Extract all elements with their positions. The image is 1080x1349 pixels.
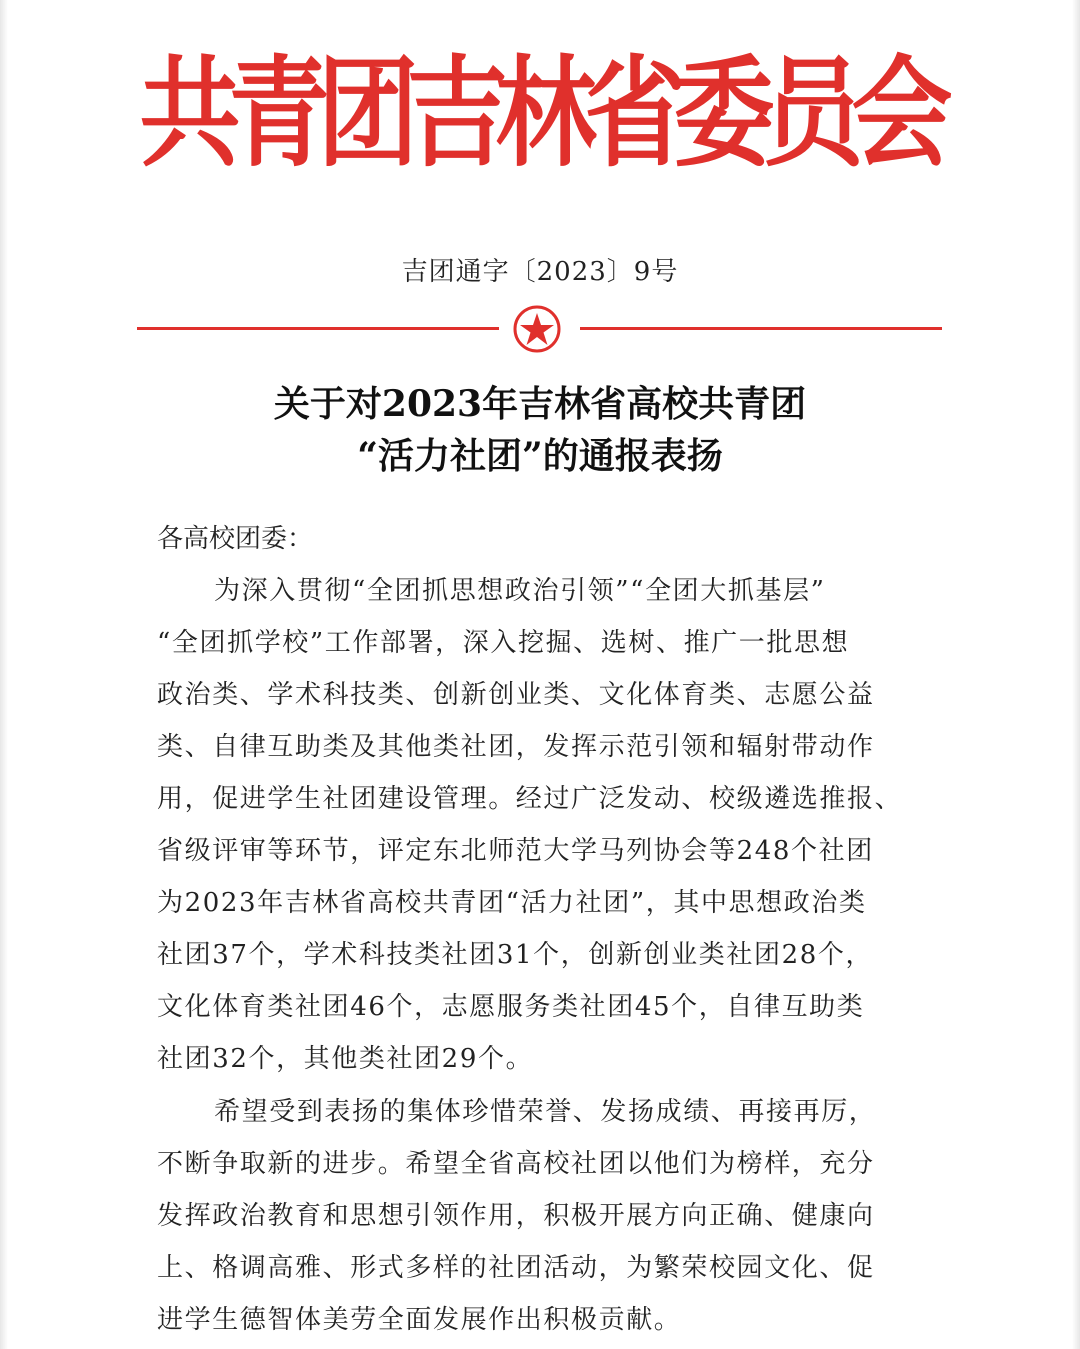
org-letterhead-title: 共青团吉林省委员会	[139, 42, 941, 183]
page-edge-left	[0, 0, 8, 1349]
paragraph-line: 发挥政治教育和思想引领作用，积极开展方向正确、健康向	[157, 1201, 875, 1231]
paragraph-line: 用，促进学生社团建设管理。经过广泛发动、校级遴选推报、	[157, 784, 903, 814]
page-edge-right	[1072, 0, 1080, 1349]
red-divider-left	[137, 327, 499, 330]
paragraph-line: 为深入贯彻“全团抓思想政治引领”“全团大抓基层”	[214, 576, 826, 606]
red-divider-right	[580, 327, 942, 330]
paragraph-line: 为2023年吉林省高校共青团“活力社团”，其中思想政治类	[157, 888, 867, 918]
star-icon	[512, 304, 562, 354]
document-number: 吉团通字〔2023〕9号	[401, 257, 679, 287]
paragraph-line: 不断争取新的进步。希望全省高校社团以他们为榜样，充分	[157, 1149, 875, 1179]
paragraph-line: 希望受到表扬的集体珍惜荣誉、发扬成绩、再接再厉，	[214, 1097, 877, 1127]
paragraph-line: 省级评审等环节，评定东北师范大学马列协会等248个社团	[157, 836, 874, 866]
salutation: 各高校团委：	[157, 524, 314, 554]
notice-title-line-1: 关于对2023年吉林省高校共青团	[273, 383, 807, 425]
notice-title-line-2: “活力社团”的通报表扬	[357, 435, 723, 477]
paragraph-line: 文化体育类社团46个，志愿服务类社团45个，自律互助类	[157, 992, 865, 1022]
paragraph-line: 社团37个，学术科技类社团31个，创新创业类社团28个，	[157, 940, 874, 970]
paragraph-line: “全团抓学校”工作部署，深入挖掘、选树、推广一批思想	[157, 628, 850, 658]
paragraph-line: 上、格调高雅、形式多样的社团活动，为繁荣校园文化、促	[157, 1253, 875, 1283]
paragraph-line: 进学生德智体美劳全面发展作出积极贡献。	[157, 1305, 682, 1335]
paragraph-line: 类、自律互助类及其他类社团，发挥示范引领和辐射带动作	[157, 732, 875, 762]
paragraph-line: 社团32个，其他类社团29个。	[157, 1044, 534, 1074]
paragraph-line: 政治类、学术科技类、创新创业类、文化体育类、志愿公益	[157, 680, 875, 710]
